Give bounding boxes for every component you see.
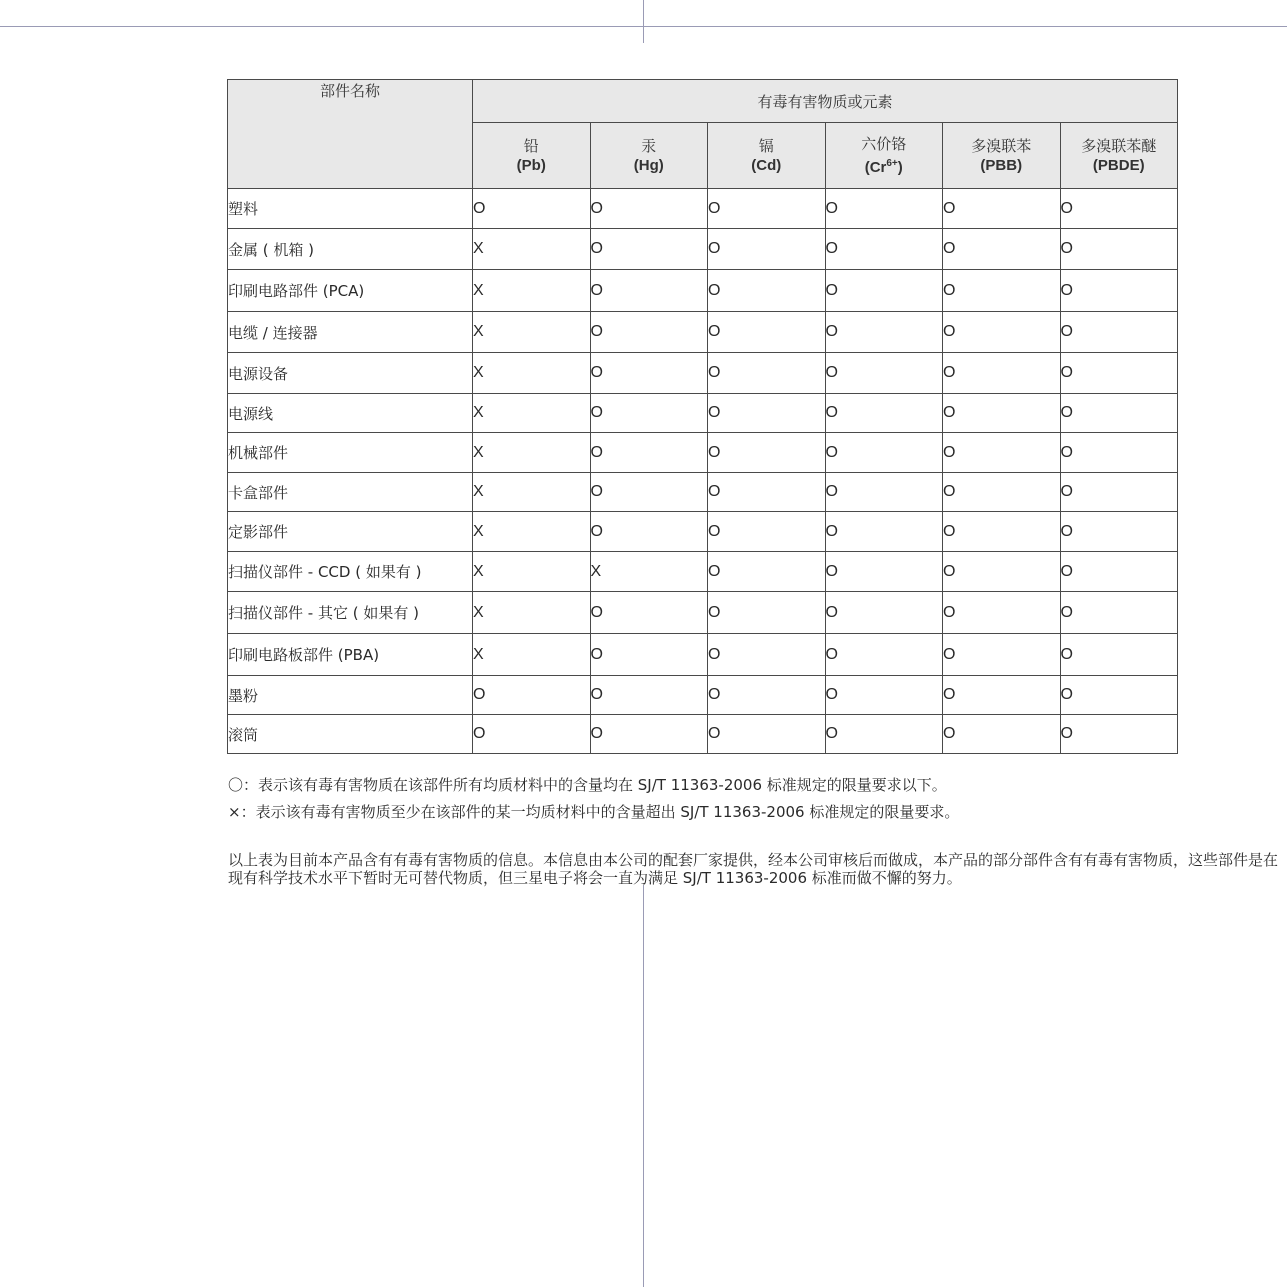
part-name-cell: 卡盒部件 [228, 473, 473, 512]
content-mark-cell: O [825, 512, 943, 552]
table-row [228, 353, 1178, 394]
substance-header [825, 123, 943, 189]
table-row [228, 552, 1178, 592]
disclosure-statement: 以上表为目前本产品含有有毒有害物质的信息。本信息由本公司的配套厂家提供，经本公司审核后而做成，本产品的部分部件含有有毒有害物质，这些部件是在现有科学技术水平下暂时无可替代物质，但三星电子将会一直为满足 SJ/T 11363-2006 标准而做不懈的努力。 [228, 851, 1279, 887]
substance-symbol: (PBB) [980, 156, 1023, 174]
content-mark-cell: O [590, 394, 708, 433]
table-row [228, 512, 1178, 552]
part-name-header: 部件名称 [228, 80, 473, 189]
part-name-cell: 机械部件 [228, 433, 473, 473]
content-mark-cell: O [943, 634, 1061, 676]
content-mark-cell: O [825, 715, 943, 754]
hazardous-substance-table [227, 79, 1178, 754]
crop-mark-vertical-bottom [643, 885, 644, 1287]
substance-group-header: 有毒有害物质或元素 [473, 80, 1178, 123]
part-name-cell: 墨粉 [228, 676, 473, 715]
crop-mark-vertical-top [643, 0, 644, 43]
content-mark-cell: X [473, 634, 591, 676]
part-name-cell: 滚筒 [228, 715, 473, 754]
substance-header [590, 123, 708, 189]
content-mark-cell: O [825, 270, 943, 312]
substance-name: 六价铬 [861, 134, 907, 153]
legend-notes [228, 772, 1283, 826]
content-mark-cell: X [473, 552, 591, 592]
content-mark-cell: O [943, 715, 1061, 754]
content-mark-cell: O [1060, 312, 1178, 353]
substance-symbol: (Pb) [516, 156, 546, 174]
substance-name: 多溴联苯醚 [1081, 136, 1157, 155]
content-mark-cell: O [708, 433, 826, 473]
content-mark-cell: O [943, 512, 1061, 552]
content-mark-cell: O [943, 312, 1061, 353]
table-row [228, 473, 1178, 512]
content-mark-cell: O [943, 592, 1061, 634]
part-name-cell: 电源线 [228, 394, 473, 433]
content-mark-cell: X [473, 592, 591, 634]
content-mark-cell: O [590, 270, 708, 312]
table-row [228, 394, 1178, 433]
content-mark-cell: O [943, 473, 1061, 512]
substance-name: 镉 [758, 136, 774, 155]
content-mark-cell: O [708, 394, 826, 433]
content-mark-cell: O [708, 592, 826, 634]
content-mark-cell: O [708, 229, 826, 270]
substance-symbol: $(Cr^{6+})$ [864, 157, 903, 176]
content-mark-cell: O [708, 715, 826, 754]
content-mark-cell: O [708, 512, 826, 552]
content-mark-cell: O [708, 473, 826, 512]
content-mark-cell: O [708, 634, 826, 676]
content-mark-cell: X [473, 270, 591, 312]
table-row [228, 715, 1178, 754]
substance-name: 汞 [641, 136, 657, 155]
substance-symbol: (Cd) [751, 156, 782, 174]
content-mark-cell: O [708, 312, 826, 353]
content-mark-cell: X [473, 512, 591, 552]
part-name-cell: 电源设备 [228, 353, 473, 394]
content-mark-cell: O [943, 229, 1061, 270]
content-mark-cell: O [590, 715, 708, 754]
table-row [228, 676, 1178, 715]
part-name-cell: 印刷电路板部件 (PBA) [228, 634, 473, 676]
content-mark-cell: O [590, 592, 708, 634]
content-mark-cell: O [825, 229, 943, 270]
substance-header [1060, 123, 1178, 189]
part-name-cell: 电缆 / 连接器 [228, 312, 473, 353]
content-mark-cell: X [473, 229, 591, 270]
content-mark-cell: O [943, 394, 1061, 433]
content-mark-cell: O [590, 676, 708, 715]
substance-symbol: (Hg) [633, 156, 664, 174]
substance-header [943, 123, 1061, 189]
content-mark-cell: O [590, 634, 708, 676]
content-mark-cell: O [473, 676, 591, 715]
content-mark-cell: O [708, 552, 826, 592]
table-row [228, 189, 1178, 229]
substance-name: 铅 [523, 136, 539, 155]
content-mark-cell: O [590, 473, 708, 512]
content-mark-cell: O [590, 189, 708, 229]
table-row [228, 229, 1178, 270]
content-mark-cell: O [473, 715, 591, 754]
table-header [228, 80, 1178, 189]
content-mark-cell: O [1060, 229, 1178, 270]
content-mark-cell: O [825, 189, 943, 229]
content-mark-cell: O [825, 592, 943, 634]
content-mark-cell: O [943, 353, 1061, 394]
content-mark-cell: O [825, 312, 943, 353]
substance-name: 多溴联苯 [971, 136, 1032, 155]
part-name-cell: 扫描仪部件 - CCD ( 如果有 ) [228, 552, 473, 592]
content-mark-cell: O [590, 353, 708, 394]
content-mark-cell: O [590, 229, 708, 270]
table-row [228, 592, 1178, 634]
content-mark-cell: O [943, 270, 1061, 312]
content-mark-cell: O [473, 189, 591, 229]
table-body [228, 189, 1178, 754]
content-mark-cell: O [825, 552, 943, 592]
content-mark-cell: O [1060, 715, 1178, 754]
content-mark-cell: O [1060, 473, 1178, 512]
content-mark-cell: O [943, 433, 1061, 473]
content-mark-cell: X [473, 353, 591, 394]
substance-header [708, 123, 826, 189]
substance-symbol: (PBDE) [1092, 156, 1145, 174]
content-mark-cell: O [1060, 394, 1178, 433]
content-mark-cell: O [1060, 353, 1178, 394]
content-mark-cell: X [473, 473, 591, 512]
note-compliant: 〇：表示该有毒有害物质在该部件所有均质材料中的含量均在 SJ/T 11363-2006 标准规定的限量要求以下。 [228, 776, 947, 794]
content-mark-cell: X [590, 552, 708, 592]
content-mark-cell: X [473, 394, 591, 433]
part-name-cell: 印刷电路部件 (PCA) [228, 270, 473, 312]
part-name-cell: 定影部件 [228, 512, 473, 552]
substance-header [473, 123, 591, 189]
content-mark-cell: O [1060, 512, 1178, 552]
content-mark-cell: O [1060, 676, 1178, 715]
content-mark-cell: O [825, 433, 943, 473]
content-mark-cell: O [825, 634, 943, 676]
content-mark-cell: O [1060, 634, 1178, 676]
content-mark-cell: X [473, 312, 591, 353]
content-mark-cell: O [825, 394, 943, 433]
content-mark-cell: O [1060, 270, 1178, 312]
content-mark-cell: O [1060, 592, 1178, 634]
part-name-cell: 扫描仪部件 - 其它 ( 如果有 ) [228, 592, 473, 634]
table-row [228, 634, 1178, 676]
content-mark-cell: O [943, 676, 1061, 715]
part-name-cell: 塑料 [228, 189, 473, 229]
content-mark-cell: O [708, 270, 826, 312]
content-mark-cell: O [590, 433, 708, 473]
table-row [228, 433, 1178, 473]
content-mark-cell: O [708, 353, 826, 394]
content-mark-cell: O [825, 676, 943, 715]
content-mark-cell: O [825, 353, 943, 394]
content-mark-cell: O [943, 552, 1061, 592]
content-mark-cell: O [1060, 433, 1178, 473]
table-row [228, 270, 1178, 312]
part-name-cell: 金属 ( 机箱 ) [228, 229, 473, 270]
content-mark-cell: O [590, 312, 708, 353]
content-mark-cell: O [943, 189, 1061, 229]
note-exceeds: ×：表示该有毒有害物质至少在该部件的某一均质材料中的含量超出 SJ/T 11363-2006 标准规定的限量要求。 [228, 803, 960, 821]
content-mark-cell: O [708, 189, 826, 229]
content-mark-cell: O [1060, 552, 1178, 592]
content-mark-cell: O [590, 512, 708, 552]
content-mark-cell: X [473, 433, 591, 473]
table-row [228, 312, 1178, 353]
content-mark-cell: O [1060, 189, 1178, 229]
content-mark-cell: O [825, 473, 943, 512]
content-mark-cell: O [708, 676, 826, 715]
